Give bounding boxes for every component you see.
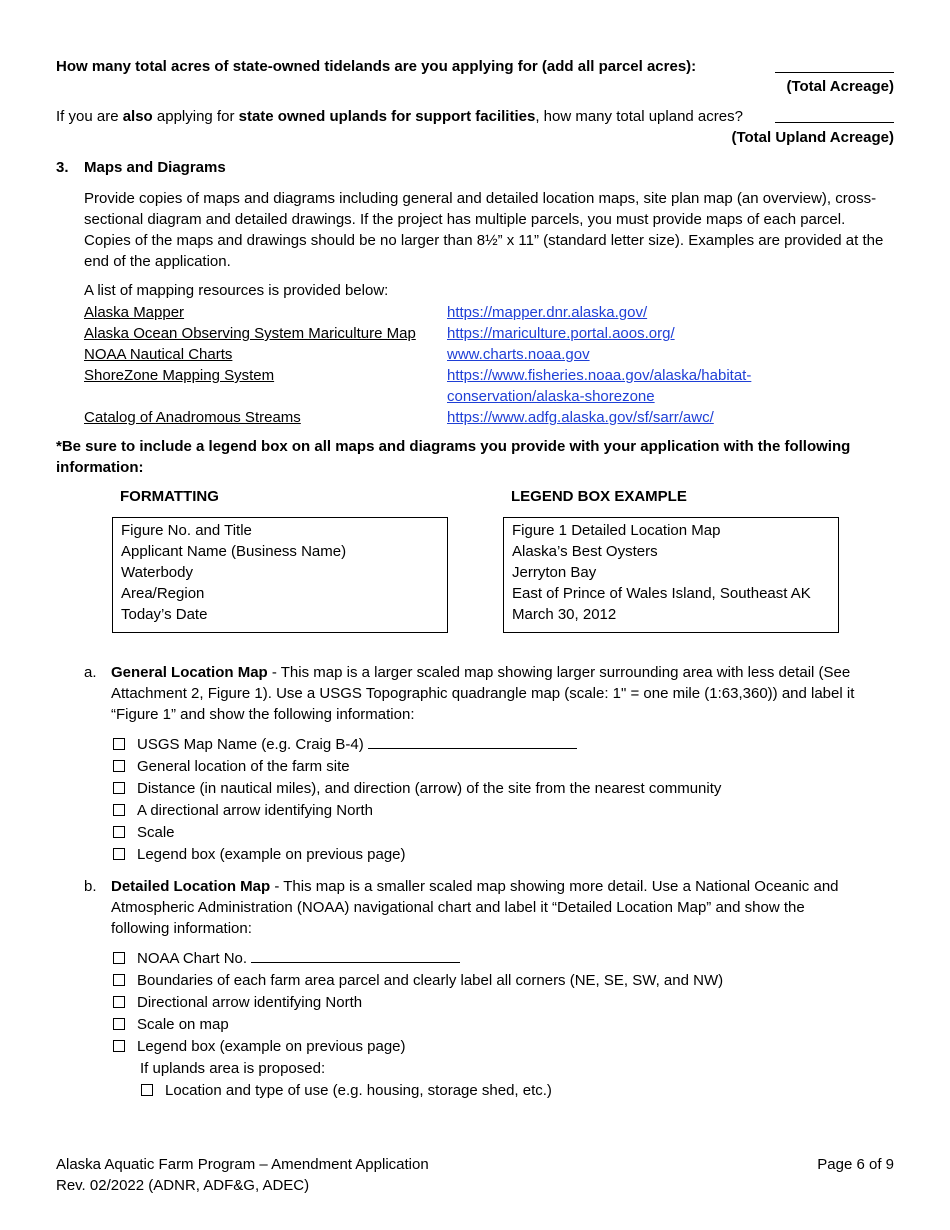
item-b-line-2: Atmospheric Administration (NOAA) navigational chart and label it “Detailed Location Map” and show the	[111, 899, 805, 916]
noaa-chart-number-field[interactable]	[251, 948, 460, 963]
formatting-line: Applicant Name (Business Name)	[121, 543, 347, 560]
item-a-line-1: General Location Map - This map is a larger scaled map showing larger surrounding area with less detail (See	[111, 664, 851, 681]
section-intro: Provide copies of maps and diagrams including general and detailed location maps, site plan map (an overview), cross-sectional diagram and detailed drawings. If the project has multiple parcels, you must provide maps of each parcel. Copies of the maps and drawings should be no larger than 8½” x 11” (standard letter size). Examples are provided at the end of the application.	[84, 190, 884, 270]
legend-example-line: East of Prince of Wales Island, Southeast AK	[512, 585, 811, 602]
checklist-item[interactable]: Scale on map	[113, 1014, 229, 1036]
total-upland-acreage-label: (Total Upland Acreage)	[731, 129, 894, 146]
checkbox[interactable]	[113, 738, 125, 750]
checkbox[interactable]	[113, 974, 125, 986]
resource-link-continued[interactable]: conservation/alaska-shorezone	[447, 388, 655, 405]
formatting-line: Today’s Date	[121, 606, 208, 623]
formatting-box	[112, 517, 448, 633]
tideland-acreage-question: How many total acres of state-owned tidelands are you applying for (add all parcel acres):	[56, 58, 697, 75]
formatting-title: FORMATTING	[120, 488, 219, 505]
formatting-line: Area/Region	[121, 585, 205, 602]
uplands-note: If uplands area is proposed:	[140, 1060, 326, 1077]
total-upland-acreage-field[interactable]	[775, 108, 894, 123]
checkbox[interactable]	[113, 848, 125, 860]
checklist-item[interactable]: Distance (in nautical miles), and direction (arrow) of the site from the nearest community	[113, 778, 721, 800]
formatting-line: Figure No. and Title	[121, 522, 252, 539]
resource-link[interactable]: https://mapper.dnr.alaska.gov/	[447, 304, 648, 321]
resource-name: NOAA Nautical Charts	[84, 346, 233, 363]
legend-note-line-2: information:	[56, 459, 144, 476]
checkbox[interactable]	[113, 1018, 125, 1030]
map-name-field[interactable]	[368, 734, 577, 749]
footer-revision: Rev. 02/2022 (ADNR, ADF&G, ADEC)	[56, 1177, 310, 1194]
formatting-line: Waterbody	[121, 564, 193, 581]
checklist-item[interactable]: Location and type of use (e.g. housing, storage shed, etc.)	[141, 1080, 552, 1102]
resources-intro: A list of mapping resources is provided below:	[84, 282, 389, 299]
checkbox[interactable]	[141, 1084, 153, 1096]
footer-page-number: Page 6 of 9	[817, 1156, 894, 1173]
checkbox[interactable]	[113, 826, 125, 838]
resource-link[interactable]: www.charts.noaa.gov	[447, 346, 590, 363]
checklist-item[interactable]: Legend box (example on previous page)	[113, 1036, 406, 1058]
resource-name: Catalog of Anadromous Streams	[84, 409, 301, 426]
resource-name: Alaska Mapper	[84, 304, 185, 321]
checkbox[interactable]	[113, 782, 125, 794]
item-a-letter: a.	[84, 664, 97, 681]
resource-name: ShoreZone Mapping System	[84, 367, 275, 384]
checklist-item[interactable]: Legend box (example on previous page)	[113, 844, 406, 866]
legend-example-box	[503, 517, 839, 633]
resource-link[interactable]: https://www.fisheries.noaa.gov/alaska/habitat-	[447, 367, 752, 384]
checklist-item[interactable]: Directional arrow identifying North	[113, 992, 362, 1014]
checklist-item[interactable]: NOAA Chart No.	[113, 948, 460, 970]
checklist-item[interactable]: A directional arrow identifying North	[113, 800, 373, 822]
checkbox[interactable]	[113, 1040, 125, 1052]
checkbox[interactable]	[113, 804, 125, 816]
section-heading: Maps and Diagrams	[84, 159, 226, 176]
legend-example-line: March 30, 2012	[512, 606, 617, 623]
footer-program: Alaska Aquatic Farm Program – Amendment Application	[56, 1156, 429, 1173]
legend-example-line: Alaska’s Best Oysters	[512, 543, 658, 560]
checklist-item[interactable]: USGS Map Name (e.g. Craig B-4)	[113, 734, 577, 756]
checklist-item[interactable]: General location of the farm site	[113, 756, 350, 778]
resource-name: Alaska Ocean Observing System Mariculture Map	[84, 325, 416, 342]
item-b-line-3: following information:	[111, 920, 252, 937]
resource-link[interactable]: https://www.adfg.alaska.gov/sf/sarr/awc/	[447, 409, 714, 426]
legend-example-line: Figure 1 Detailed Location Map	[512, 522, 721, 539]
legend-example-line: Jerryton Bay	[512, 564, 597, 581]
item-a-line-2: Attachment 2, Figure 1). Use a USGS Topographic quadrangle map (scale: 1" = one mile (1:63,360)) and label it	[111, 685, 855, 702]
section-number: 3.	[56, 159, 69, 176]
legend-note-line-1: *Be sure to include a legend box on all maps and diagrams you provide with your application with the following	[56, 438, 851, 455]
checkbox[interactable]	[113, 760, 125, 772]
checkbox[interactable]	[113, 952, 125, 964]
checklist-item[interactable]: Scale	[113, 822, 175, 844]
item-b-line-1: Detailed Location Map - This map is a smaller scaled map showing more detail. Use a National Oceanic and	[111, 878, 839, 895]
item-b-letter: b.	[84, 878, 97, 895]
checkbox[interactable]	[113, 996, 125, 1008]
item-a-line-3: “Figure 1” and show the following information:	[111, 706, 415, 723]
legend-example-title: LEGEND BOX EXAMPLE	[511, 488, 687, 505]
total-acreage-field[interactable]	[775, 58, 894, 73]
upland-acreage-question: If you are also applying for state owned uplands for support facilities, how many total upland acres?	[56, 108, 743, 125]
checklist-item[interactable]: Boundaries of each farm area parcel and clearly label all corners (NE, SE, SW, and NW)	[113, 970, 723, 992]
resource-link[interactable]: https://mariculture.portal.aoos.org/	[447, 325, 675, 342]
total-acreage-label: (Total Acreage)	[786, 78, 894, 95]
